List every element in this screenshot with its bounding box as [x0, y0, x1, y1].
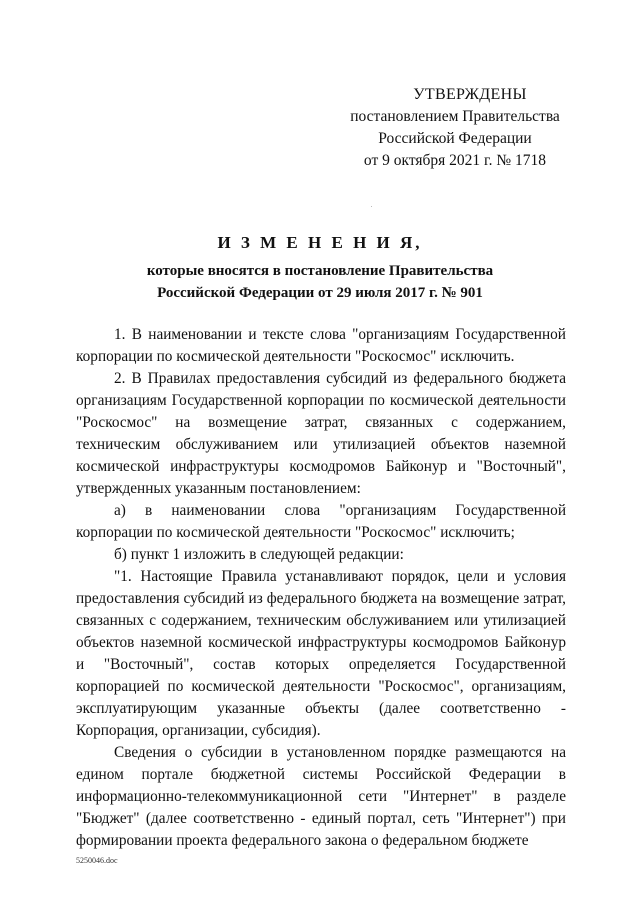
approval-heading: УТВЕРЖДЕНЫ	[413, 86, 527, 103]
paragraph-5: "1. Настоящие Правила устанавливают порядок, цели и условия предоставления субсидий из федерального бюджета на возмещение затрат, связанных с содержанием, техническим обслуживанием или утилизацией объектов наземной космической инфраструктуры космодромов Байконур и "Восточный", состав которых определяется Государственной корпорацией по космической деятельности "Роскосмос", организациям, эксплуатирующим указанные объекты (далее соответственно - Корпорация, организации, субсидия).	[76, 568, 566, 739]
paragraph-2: 2. В Правилах предоставления субсидий из федерального бюджета организациям Государственной корпорации по космической деятельности "Роскосмос" на возмещение затрат, связанных с содержанием, техническим обслуживанием или утилизацией объектов наземной космической инфраструктуры космодромов Байконур и "Восточный", утвержденных указанным постановлением:	[76, 370, 566, 497]
document-title: И З М Е Н Е Н И Я,	[217, 233, 423, 252]
paragraph-1: 1. В наименовании и тексте слова "организациям Государственной корпорации по космической деятельности "Роскосмос" исключить.	[76, 326, 566, 365]
paragraph-4: б) пункт 1 изложить в следующей редакции:	[114, 546, 404, 563]
file-name-footer: 5250046.doc	[76, 856, 118, 865]
document-subtitle	[0, 260, 640, 304]
paragraph-6: Сведения о субсидии в установленном порядке размещаются на едином портале бюджетной системы Российской Федерации в информационно-телекоммуникационной сети "Интернет" в разделе "Бюджет" (далее соответственно - единый портал, сеть "Интернет") при формировании проекта федерального закона о федеральном бюджете	[76, 744, 566, 849]
subtitle-line-1: которые вносятся в постановление Правительства	[146, 263, 494, 279]
approval-line-1: постановлением Правительства	[350, 108, 560, 125]
subtitle-line-2: Российской Федерации от 29 июля 2017 г. № 901	[157, 285, 483, 301]
document-body	[76, 324, 566, 852]
scan-speck	[371, 206, 372, 207]
approval-block	[340, 84, 570, 172]
paragraph-3: а) в наименовании слова "организациям Государственной корпорации по космической деятельности "Роскосмос" исключить;	[76, 502, 566, 541]
approval-line-3: от 9 октября 2021 г. № 1718	[363, 152, 547, 169]
approval-line-2: Российской Федерации	[378, 130, 532, 147]
